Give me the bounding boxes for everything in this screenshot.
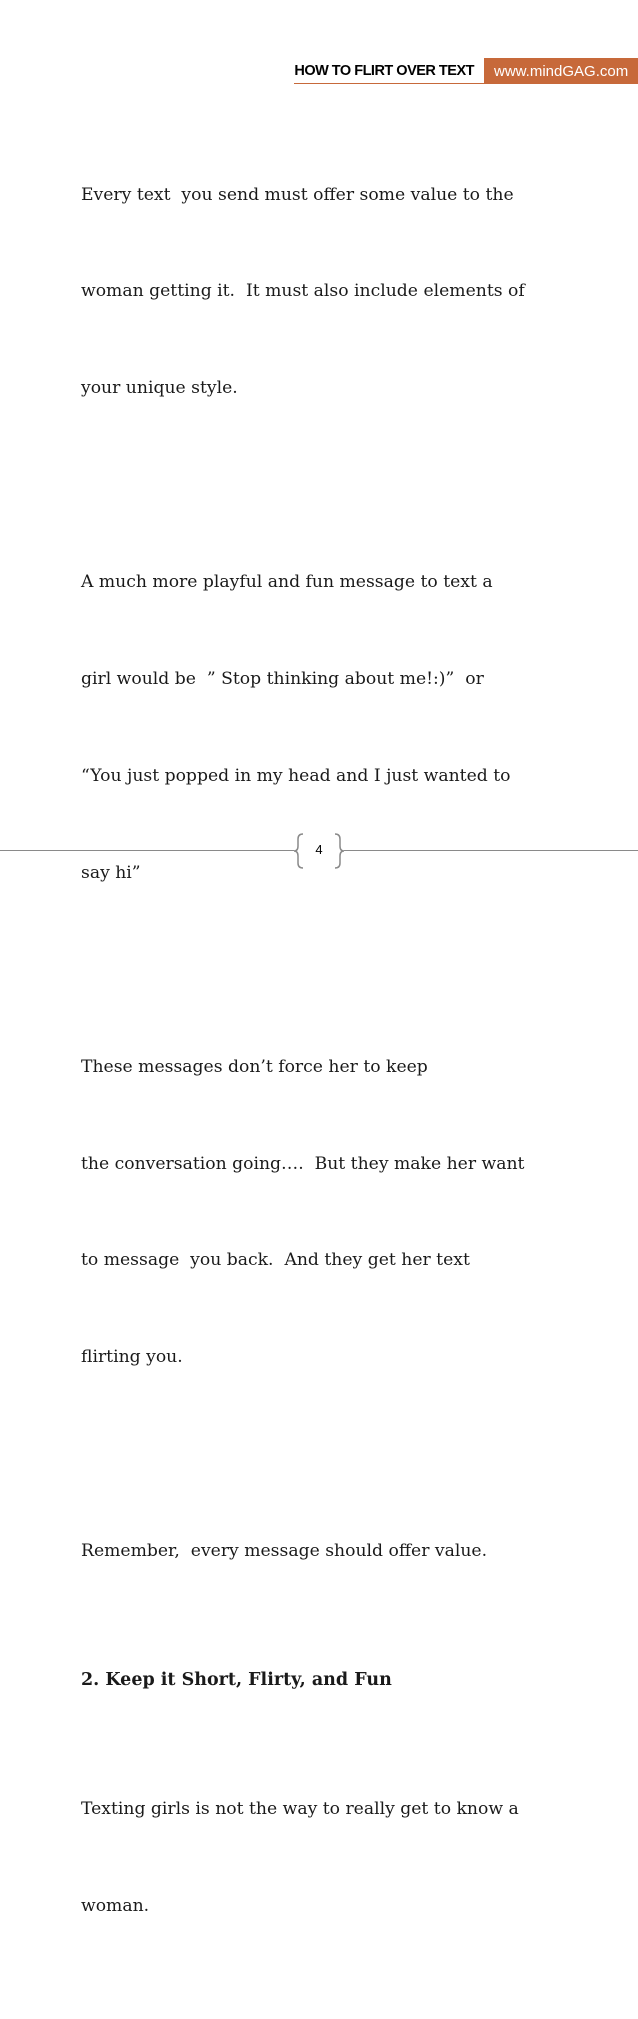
footer-rule-left: [0, 850, 294, 851]
text-line: woman getting it. It must also include elements of: [81, 281, 525, 302]
text-line: flirting you.: [81, 1347, 183, 1368]
text-line: Texting girls is not the way to really get to know a: [81, 1798, 519, 1819]
paragraph-remember: [81, 1470, 601, 1631]
text-line: Every text you send must offer some value to the: [81, 184, 514, 205]
page-header: [294, 58, 638, 84]
text-line: to message you back. And they get her text: [81, 1250, 470, 1271]
text-line: A much more playful and fun message to text a: [81, 572, 493, 593]
text-line: say hi”: [81, 862, 141, 883]
paragraph-texting-girls: [81, 1728, 601, 1986]
paragraph-value: [81, 114, 601, 469]
text-line: your unique style.: [81, 378, 238, 399]
header-site-url: www.mindGAG.com: [484, 58, 638, 84]
text-line: These messages don’t force her to keep: [81, 1056, 428, 1077]
text-line: “You just popped in my head and I just wanted to: [81, 765, 511, 786]
section-heading: 2. Keep it Short, Flirty, and Fun: [81, 1670, 392, 1691]
footer-rule-right: [344, 850, 638, 851]
header-title: HOW TO FLIRT OVER TEXT: [294, 58, 484, 84]
text-line: Remember, every message should offer value.: [81, 1541, 488, 1562]
page-number: 4: [315, 842, 323, 857]
paragraph-playful-message: [81, 502, 601, 954]
page-content: [81, 114, 601, 2019]
text-line: woman.: [81, 1895, 150, 1916]
text-line: the conversation going…. But they make her want: [81, 1153, 525, 1174]
paragraph-conversation: [81, 986, 601, 1438]
text-line: girl would be ” Stop thinking about me!:)” or: [81, 669, 484, 690]
